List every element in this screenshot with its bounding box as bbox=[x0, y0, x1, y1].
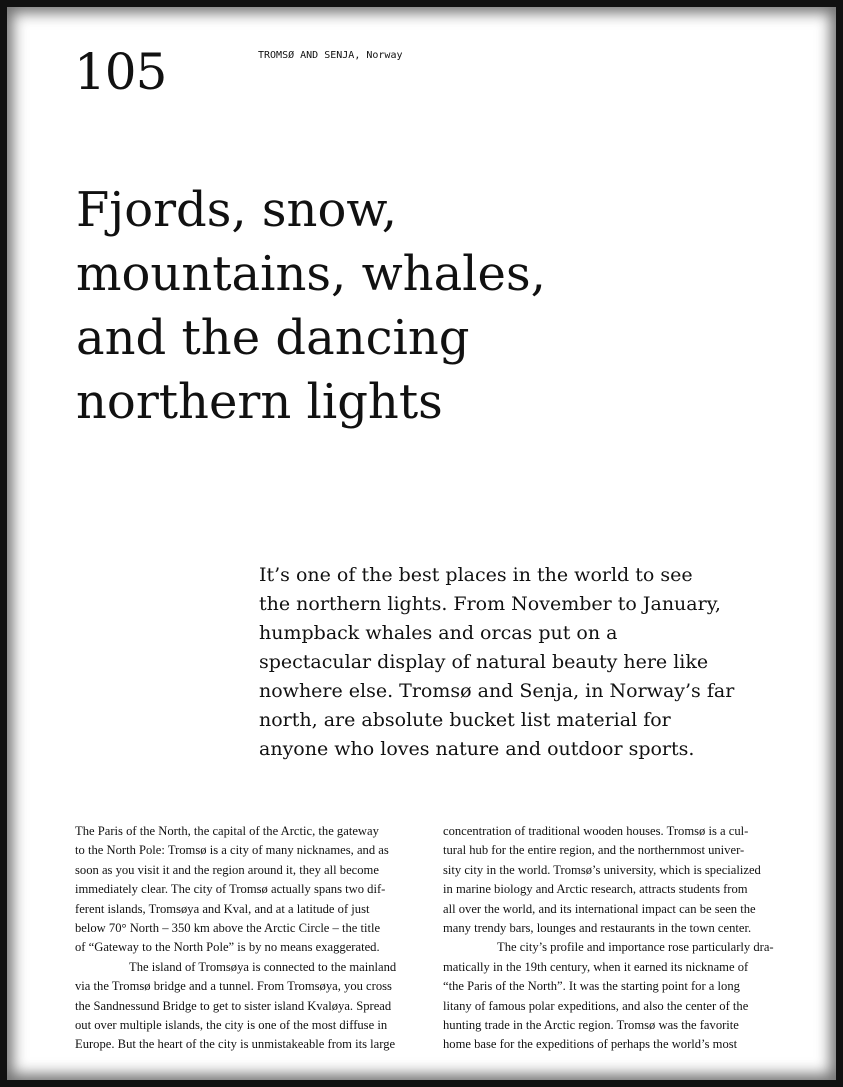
body-line: The Paris of the North, the capital of the Arctic, the gateway bbox=[75, 824, 379, 838]
body-line: all over the world, and its international impact can be seen the bbox=[443, 901, 756, 916]
body-column-right bbox=[443, 822, 795, 1055]
body-line: matically in the 19th century, when it earned its nickname of bbox=[443, 959, 749, 974]
body-line: “the Paris of the North”. It was the starting point for a long bbox=[443, 979, 740, 994]
body-line: the Sandnessund Bridge to get to sister island Kvaløya. Spread bbox=[75, 998, 392, 1013]
body-line: to the North Pole: Tromsø is a city of many nicknames, and as bbox=[75, 843, 389, 858]
lede-line: nowhere else. Tromsø and Senja, in Norway’s far bbox=[259, 680, 735, 702]
lede-line: spectacular display of natural beauty here like bbox=[259, 651, 709, 673]
body-line: sity city in the world. Tromsø’s university, which is specialized bbox=[443, 862, 761, 877]
body-line: out over multiple islands, the city is one of the most diffuse in bbox=[75, 1018, 388, 1033]
body-line: The city’s profile and importance rose particularly dra- bbox=[497, 940, 774, 955]
body-line: many trendy bars, lounges and restaurants in the town center. bbox=[443, 921, 752, 936]
lede-line: It’s one of the best places in the world to see bbox=[259, 564, 693, 586]
headline-line: Fjords, snow, bbox=[76, 182, 397, 238]
lede-line: humpback whales and orcas put on a bbox=[259, 622, 618, 644]
body-line: The island of Tromsøya is connected to the mainland bbox=[129, 959, 397, 974]
running-header: TROMSØ AND SENJA, Norway bbox=[258, 50, 403, 61]
lede-line: north, are absolute bucket list material for bbox=[259, 709, 671, 731]
headline-line: mountains, whales, bbox=[76, 246, 546, 302]
body-line: via the Tromsø bridge and a tunnel. From Tromsøya, you cross bbox=[75, 979, 392, 994]
body-line: hunting trade in the Arctic region. Tromsø was the favorite bbox=[443, 1018, 739, 1033]
body-line: concentration of traditional wooden houses. Tromsø is a cul- bbox=[443, 824, 749, 838]
lede-line: anyone who loves nature and outdoor sports. bbox=[259, 738, 695, 760]
lede-line: the northern lights. From November to January, bbox=[259, 593, 721, 615]
lede-paragraph bbox=[259, 561, 804, 764]
body-line: ferent islands, Tromsøya and Kval, and at a latitude of just bbox=[75, 901, 370, 916]
body-line: immediately clear. The city of Tromsø actually spans two dif- bbox=[75, 882, 386, 897]
body-line: soon as you visit it and the region around it, they all become bbox=[75, 862, 379, 877]
body-line: of “Gateway to the North Pole” is by no means exaggerated. bbox=[75, 940, 380, 955]
body-line: below 70° North – 350 km above the Arctic Circle – the title bbox=[75, 921, 381, 936]
headline-line: and the dancing bbox=[76, 310, 470, 366]
body-line: tural hub for the entire region, and the northernmost univer- bbox=[443, 843, 745, 858]
headline-line: northern lights bbox=[76, 374, 443, 430]
body-line: litany of famous polar expeditions, and also the center of the bbox=[443, 998, 749, 1013]
page-number: 105 bbox=[74, 43, 167, 101]
article-headline bbox=[76, 178, 796, 434]
body-line: in marine biology and Arctic research, attracts students from bbox=[443, 882, 748, 897]
body-line: home base for the expeditions of perhaps the world’s most bbox=[443, 1037, 738, 1052]
body-line: Europe. But the heart of the city is unmistakeable from its large bbox=[75, 1037, 396, 1052]
body-column-left bbox=[75, 822, 423, 1055]
